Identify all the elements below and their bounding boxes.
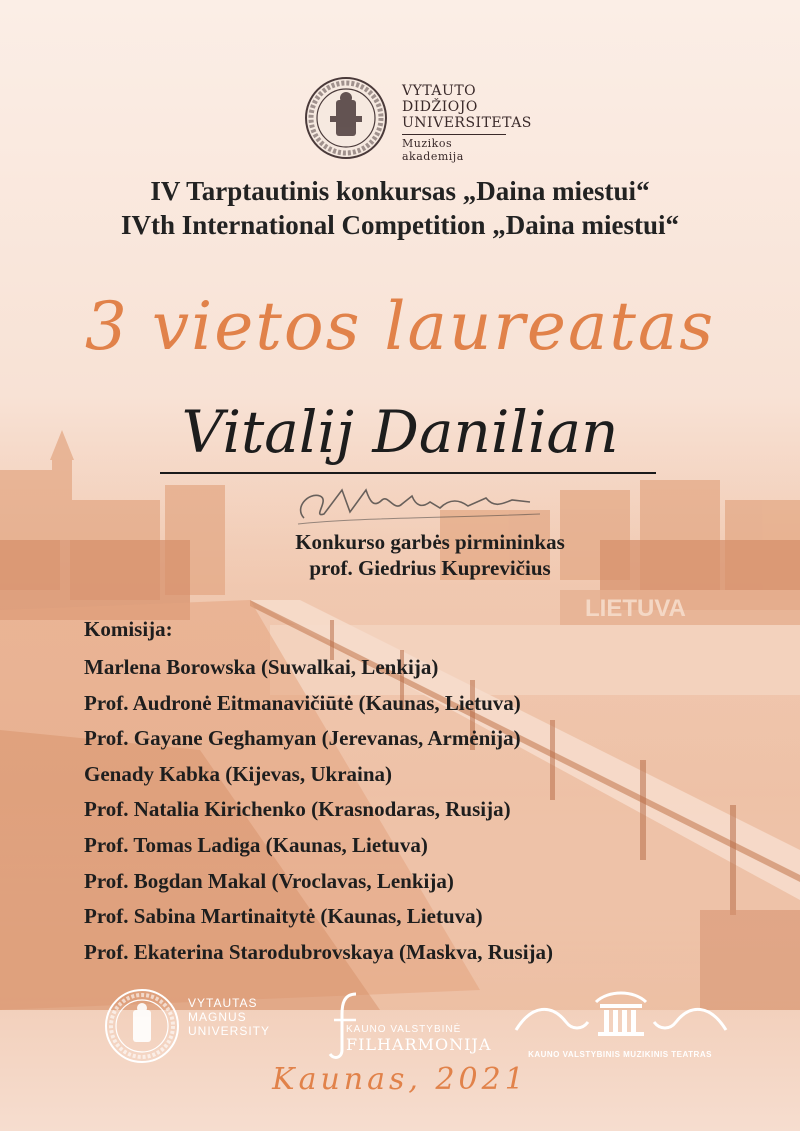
muzikinis-teatras-emblem-icon <box>512 982 730 1052</box>
jury-member: Prof. Ekaterina Starodubrovskaya (Maskva, Rusija) <box>84 939 554 964</box>
vmu-line-3: UNIVERSITY <box>188 1024 271 1038</box>
title-english: IVth International Competition „Daina miestui“ <box>120 210 680 240</box>
filharmonija-line-2: FILHARMONIJA <box>346 1035 492 1054</box>
logo-sub-line-2: akademija <box>402 150 464 163</box>
jury-heading: Komisija: <box>84 617 173 641</box>
vmu-seal <box>104 988 180 1064</box>
logo-sub-line-1: Muzikos <box>402 137 453 150</box>
name-underline <box>160 472 656 474</box>
jury-member: Prof. Audronė Eitmanavičiūtė (Kaunas, Lietuva) <box>84 690 521 715</box>
vmu-line-1: VYTAUTAS <box>188 996 258 1010</box>
jury-list <box>84 650 553 970</box>
vmu-logo-text <box>188 996 270 1038</box>
chair-role: Konkurso garbės pirmininkas <box>295 530 565 554</box>
jury-member: Prof. Gayane Geghamyan (Jerevanas, Armėnija) <box>84 726 521 751</box>
logo-line-1: VYTAUTO <box>402 83 477 99</box>
jury-member: Prof. Bogdan Makal (Vroclavas, Lenkija) <box>84 868 454 893</box>
logo-line-3: UNIVERSITETAS <box>402 115 532 131</box>
university-seal <box>304 76 388 160</box>
filharmonija-logo-text <box>346 1024 491 1054</box>
chair-name: prof. Giedrius Kuprevičius <box>309 556 551 580</box>
footer-city-year: Kaunas, 2021 <box>272 1062 528 1097</box>
jury-member: Prof. Tomas Ladiga (Kaunas, Lietuva) <box>84 832 428 857</box>
filharmonija-line-1: KAUNO VALSTYBINĖ <box>346 1024 462 1035</box>
jury-member: Marlena Borowska (Suwalkai, Lenkija) <box>84 655 439 679</box>
laureate-name: Vitalij Danilian <box>181 398 619 466</box>
vmu-line-2: MAGNUS <box>188 1010 247 1024</box>
jury-member: Genady Kabka (Kijevas, Ukraina) <box>84 761 393 786</box>
teatras-logo-text: KAUNO VALSTYBINIS MUZIKINIS TEATRAS <box>528 1050 712 1059</box>
university-logo-text <box>402 83 532 163</box>
title-lithuanian: IV Tarptautinis konkursas „Daina miestui“ <box>150 176 650 206</box>
award-title: 3 vietos laureatas <box>84 288 716 365</box>
logo-divider <box>402 134 506 135</box>
background-sign-text: LIETUVA <box>585 595 686 622</box>
jury-member: Prof. Natalia Kirichenko (Krasnodaras, Rusija) <box>84 797 511 822</box>
jury-member: Prof. Sabina Martinaitytė (Kaunas, Lietuva) <box>84 904 483 929</box>
logo-line-2: DIDŽIOJO <box>402 99 478 115</box>
chair-signature <box>290 478 560 530</box>
